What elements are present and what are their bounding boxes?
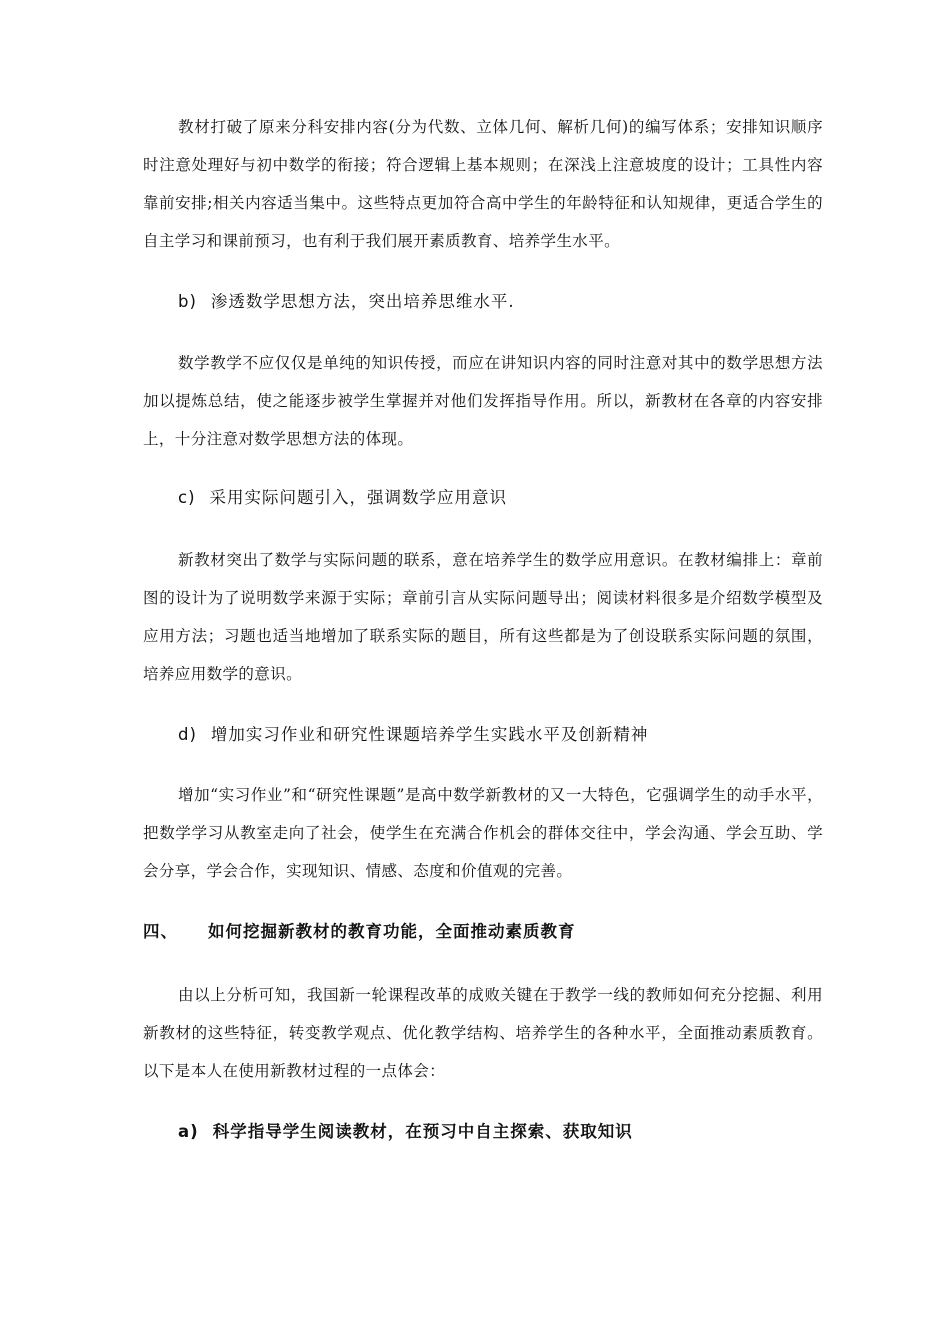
paragraph-math-thinking: 数学教学不应仅仅是单纯的知识传授，而应在讲知识内容的同时注意对其中的数学思想方法加以提炼总结，使之能逐步被学生掌握并对他们发挥指导作用。所以，新教材在各章的内容安排上，十分注意对数学思想方法的体现。 [143,354,823,448]
subheading-a-label: a) [178,1122,199,1141]
section-heading-4 [143,918,576,942]
subheading-c-text: 采用实际问题引入，强调数学应用意识 [209,488,508,507]
paragraph-practice-homework: 增加“实习作业”和“研究性课题”是高中数学新教材的又一大特色，它强调学生的动手水平，把数学学习从教室走向了社会，使学生在充满合作机会的群体交往中，学会沟通、学会互助、学会分享，学会合作，实现知识、情感、态度和价值观的完善。 [143,786,823,880]
subheading-d-label: d) [178,725,197,744]
subheading-a-text: 科学指导学生阅读教材，在预习中自主探索、获取知识 [212,1122,633,1141]
section-number: 四、 [143,922,178,941]
subheading-a [178,1118,633,1142]
subheading-b-text: 渗透数学思想方法，突出培养思维水平. [210,292,515,311]
subheading-b [178,288,515,312]
section-title: 如何挖掘新教材的教育功能，全面推动素质教育 [208,922,576,941]
subheading-d-text: 增加实习作业和研究性课题培养学生实践水平及创新精神 [210,725,649,744]
subheading-c-label: c) [178,488,196,507]
subheading-d [178,721,648,745]
paragraph-reform-analysis: 由以上分析可知，我国新一轮课程改革的成败关键在于教学一线的教师如何充分挖掘、利用新教材的这些特征，转变教学观点、优化教学结构、培养学生的各种水平，全面推动素质教育。以下是本人在使用新教材过程的一点体会： [143,986,823,1080]
subheading-b-label: b) [178,292,197,311]
paragraph-textbook-structure: 教材打破了原来分科安排内容(分为代数、立体几何、解析几何)的编写体系；安排知识顺序时注意处理好与初中数学的衔接；符合逻辑上基本规则；在深浅上注意坡度的设计；工具性内容靠前安排;相关内容适当集中。这些特点更加符合高中学生的年龄特征和认知规律，更适合学生的自主学习和课前预习，也有利于我们展开素质教育、培养学生水平。 [143,118,823,250]
subheading-c [178,484,507,508]
paragraph-application-awareness: 新教材突出了数学与实际问题的联系，意在培养学生的数学应用意识。在教材编排上：章前图的设计为了说明数学来源于实际；章前引言从实际问题导出；阅读材料很多是介绍数学模型及应用方法；习题也适当地增加了联系实际的题目，所有这些都是为了创设联系实际问题的氛围，培养应用数学的意识。 [143,551,823,683]
